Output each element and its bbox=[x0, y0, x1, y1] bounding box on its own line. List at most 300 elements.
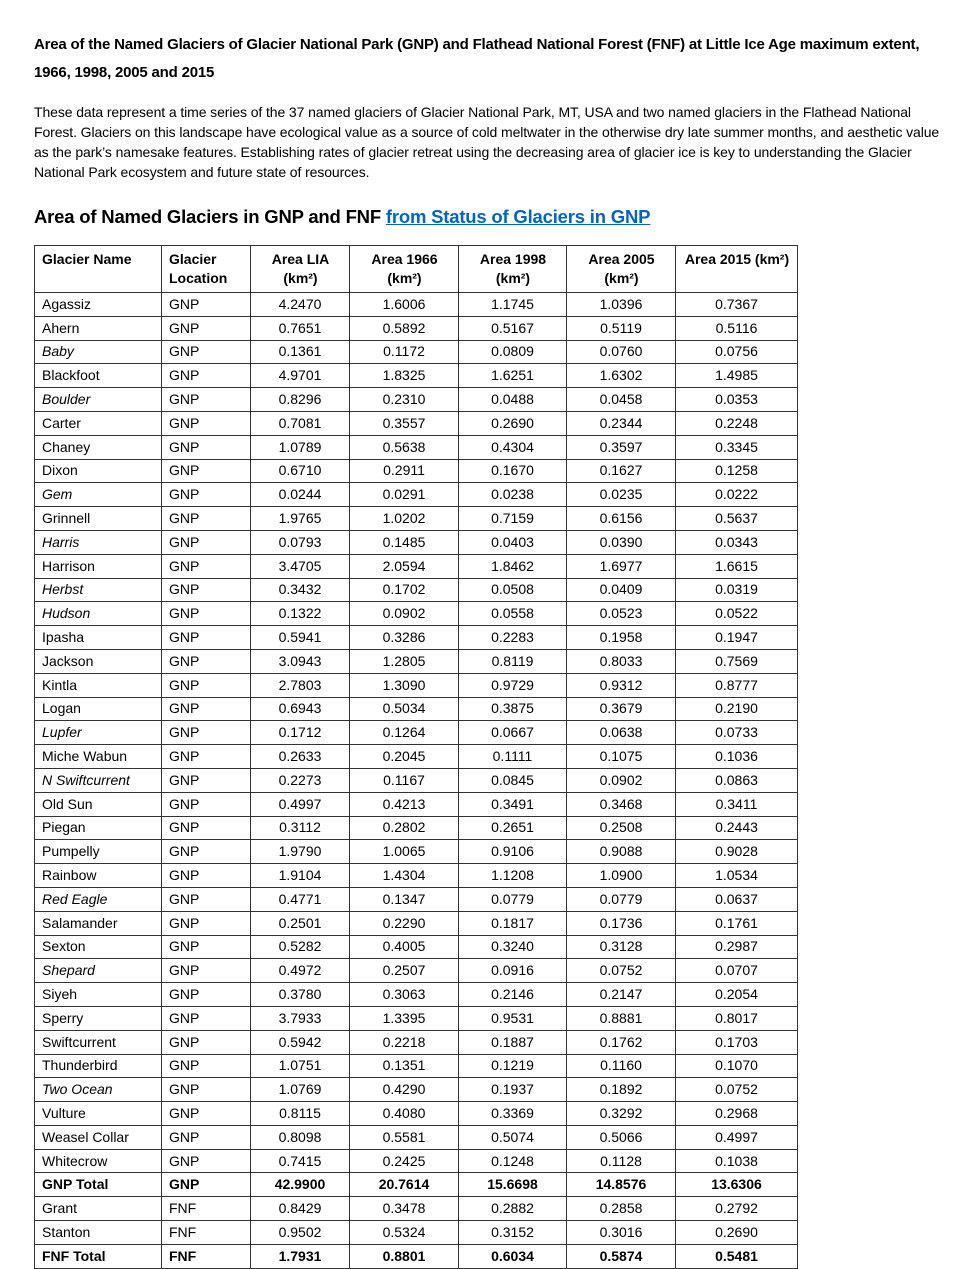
area-lia-cell: 4.9701 bbox=[251, 364, 350, 388]
table-row bbox=[35, 1030, 798, 1054]
glacier-area-table bbox=[34, 245, 798, 1269]
area-1966-cell: 1.3395 bbox=[350, 1006, 459, 1030]
column-header-a1998: Area 1998 (km²) bbox=[459, 246, 567, 293]
area-1966-cell: 0.1485 bbox=[350, 530, 459, 554]
location-cell: GNP bbox=[162, 1078, 251, 1102]
table-row bbox=[35, 578, 798, 602]
location-cell: GNP bbox=[162, 792, 251, 816]
column-header-location: Glacier Location bbox=[162, 246, 251, 293]
glacier-name-cell: FNF Total bbox=[35, 1244, 162, 1268]
area-1998-cell: 0.2283 bbox=[459, 626, 567, 650]
location-cell: GNP bbox=[162, 983, 251, 1007]
table-row bbox=[35, 602, 798, 626]
area-2015-cell: 0.2690 bbox=[676, 1221, 798, 1245]
area-2005-cell: 0.2344 bbox=[567, 411, 676, 435]
area-2015-cell: 0.8777 bbox=[676, 673, 798, 697]
area-1966-cell: 1.6006 bbox=[350, 293, 459, 317]
area-1998-cell: 0.0667 bbox=[459, 721, 567, 745]
glacier-name-cell: Two Ocean bbox=[35, 1078, 162, 1102]
area-2005-cell: 0.1958 bbox=[567, 626, 676, 650]
table-row bbox=[35, 721, 798, 745]
area-2015-cell: 1.6615 bbox=[676, 554, 798, 578]
area-2015-cell: 0.7367 bbox=[676, 293, 798, 317]
area-1998-cell: 0.1817 bbox=[459, 911, 567, 935]
location-cell: GNP bbox=[162, 697, 251, 721]
area-2005-cell: 0.3292 bbox=[567, 1102, 676, 1126]
area-1966-cell: 0.2290 bbox=[350, 911, 459, 935]
area-1966-cell: 1.0202 bbox=[350, 507, 459, 531]
table-body bbox=[35, 293, 798, 1269]
location-cell: GNP bbox=[162, 959, 251, 983]
area-1966-cell: 0.5581 bbox=[350, 1125, 459, 1149]
area-1998-cell: 0.6034 bbox=[459, 1244, 567, 1268]
area-2015-cell: 0.5637 bbox=[676, 507, 798, 531]
table-row bbox=[35, 364, 798, 388]
area-2005-cell: 0.2147 bbox=[567, 983, 676, 1007]
area-1998-cell: 0.5167 bbox=[459, 316, 567, 340]
area-2015-cell: 0.2792 bbox=[676, 1197, 798, 1221]
area-2015-cell: 0.4997 bbox=[676, 1125, 798, 1149]
location-cell: GNP bbox=[162, 816, 251, 840]
area-lia-cell: 0.6710 bbox=[251, 459, 350, 483]
glacier-name-cell: Logan bbox=[35, 697, 162, 721]
area-2005-cell: 0.9088 bbox=[567, 840, 676, 864]
table-row bbox=[35, 1125, 798, 1149]
location-cell: GNP bbox=[162, 911, 251, 935]
area-lia-cell: 1.7931 bbox=[251, 1244, 350, 1268]
area-1966-cell: 0.1347 bbox=[350, 887, 459, 911]
location-cell: GNP bbox=[162, 1149, 251, 1173]
table-row bbox=[35, 792, 798, 816]
location-cell: GNP bbox=[162, 887, 251, 911]
glacier-name-cell: Weasel Collar bbox=[35, 1125, 162, 1149]
area-1966-cell: 0.1172 bbox=[350, 340, 459, 364]
area-1998-cell: 1.1208 bbox=[459, 864, 567, 888]
area-2005-cell: 0.0638 bbox=[567, 721, 676, 745]
glacier-name-cell: Red Eagle bbox=[35, 887, 162, 911]
area-lia-cell: 0.8429 bbox=[251, 1197, 350, 1221]
glacier-name-cell: Rainbow bbox=[35, 864, 162, 888]
glacier-name-cell: Agassiz bbox=[35, 293, 162, 317]
location-cell: GNP bbox=[162, 507, 251, 531]
glacier-name-cell: Blackfoot bbox=[35, 364, 162, 388]
table-row bbox=[35, 507, 798, 531]
area-2005-cell: 0.5119 bbox=[567, 316, 676, 340]
location-cell: GNP bbox=[162, 340, 251, 364]
location-cell: GNP bbox=[162, 554, 251, 578]
section-heading-text: Area of Named Glaciers in GNP and FNF bbox=[34, 206, 381, 227]
area-2005-cell: 0.1128 bbox=[567, 1149, 676, 1173]
area-2005-cell: 14.8576 bbox=[567, 1173, 676, 1197]
area-2005-cell: 0.0235 bbox=[567, 483, 676, 507]
area-2015-cell: 0.1761 bbox=[676, 911, 798, 935]
area-1966-cell: 0.2802 bbox=[350, 816, 459, 840]
area-lia-cell: 0.8115 bbox=[251, 1102, 350, 1126]
area-2015-cell: 0.1038 bbox=[676, 1149, 798, 1173]
table-row bbox=[35, 697, 798, 721]
area-1998-cell: 0.9729 bbox=[459, 673, 567, 697]
area-lia-cell: 0.3432 bbox=[251, 578, 350, 602]
area-2015-cell: 0.9028 bbox=[676, 840, 798, 864]
area-1966-cell: 1.0065 bbox=[350, 840, 459, 864]
area-lia-cell: 2.7803 bbox=[251, 673, 350, 697]
table-row bbox=[35, 388, 798, 412]
column-header-a1966: Area 1966 (km²) bbox=[350, 246, 459, 293]
glacier-name-cell: Miche Wabun bbox=[35, 745, 162, 769]
location-cell: GNP bbox=[162, 745, 251, 769]
area-2015-cell: 0.1070 bbox=[676, 1054, 798, 1078]
area-1966-cell: 0.3286 bbox=[350, 626, 459, 650]
glacier-name-cell: Herbst bbox=[35, 578, 162, 602]
area-1998-cell: 0.7159 bbox=[459, 507, 567, 531]
glacier-name-cell: Ipasha bbox=[35, 626, 162, 650]
area-1966-cell: 0.4080 bbox=[350, 1102, 459, 1126]
area-2015-cell: 0.2968 bbox=[676, 1102, 798, 1126]
table-row bbox=[35, 887, 798, 911]
area-1998-cell: 0.9531 bbox=[459, 1006, 567, 1030]
area-1966-cell: 1.3090 bbox=[350, 673, 459, 697]
area-2015-cell: 0.0863 bbox=[676, 768, 798, 792]
area-1998-cell: 0.4304 bbox=[459, 435, 567, 459]
area-2015-cell: 0.1036 bbox=[676, 745, 798, 769]
area-1998-cell: 0.8119 bbox=[459, 649, 567, 673]
table-row bbox=[35, 816, 798, 840]
table-row bbox=[35, 626, 798, 650]
table-row bbox=[35, 293, 798, 317]
area-1998-cell: 0.0809 bbox=[459, 340, 567, 364]
glacier-name-cell: Gem bbox=[35, 483, 162, 507]
area-2015-cell: 0.0752 bbox=[676, 1078, 798, 1102]
location-cell: GNP bbox=[162, 1125, 251, 1149]
area-2005-cell: 0.3128 bbox=[567, 935, 676, 959]
area-lia-cell: 1.0789 bbox=[251, 435, 350, 459]
glacier-name-cell: Carter bbox=[35, 411, 162, 435]
area-1966-cell: 0.4005 bbox=[350, 935, 459, 959]
area-1966-cell: 1.8325 bbox=[350, 364, 459, 388]
table-row bbox=[35, 911, 798, 935]
area-1998-cell: 0.2690 bbox=[459, 411, 567, 435]
glacier-name-cell: Grant bbox=[35, 1197, 162, 1221]
area-1998-cell: 0.1248 bbox=[459, 1149, 567, 1173]
area-2005-cell: 1.0900 bbox=[567, 864, 676, 888]
area-lia-cell: 42.9900 bbox=[251, 1173, 350, 1197]
section-heading bbox=[34, 206, 945, 228]
area-2015-cell: 1.0534 bbox=[676, 864, 798, 888]
area-1998-cell: 0.1219 bbox=[459, 1054, 567, 1078]
area-2015-cell: 0.2248 bbox=[676, 411, 798, 435]
area-lia-cell: 0.4997 bbox=[251, 792, 350, 816]
glacier-name-cell: Pumpelly bbox=[35, 840, 162, 864]
location-cell: GNP bbox=[162, 388, 251, 412]
area-1998-cell: 0.1111 bbox=[459, 745, 567, 769]
area-1966-cell: 0.1702 bbox=[350, 578, 459, 602]
area-2005-cell: 0.3679 bbox=[567, 697, 676, 721]
area-lia-cell: 0.2633 bbox=[251, 745, 350, 769]
table-row bbox=[35, 1221, 798, 1245]
area-2015-cell: 0.5116 bbox=[676, 316, 798, 340]
area-1966-cell: 0.2310 bbox=[350, 388, 459, 412]
area-lia-cell: 0.4771 bbox=[251, 887, 350, 911]
area-lia-cell: 1.9790 bbox=[251, 840, 350, 864]
area-2005-cell: 0.0779 bbox=[567, 887, 676, 911]
location-cell: GNP bbox=[162, 602, 251, 626]
area-2015-cell: 0.2190 bbox=[676, 697, 798, 721]
table-row bbox=[35, 840, 798, 864]
area-1998-cell: 0.2146 bbox=[459, 983, 567, 1007]
area-1998-cell: 0.2882 bbox=[459, 1197, 567, 1221]
table-row bbox=[35, 340, 798, 364]
glacier-name-cell: Hudson bbox=[35, 602, 162, 626]
area-2015-cell: 0.0756 bbox=[676, 340, 798, 364]
location-cell: GNP bbox=[162, 864, 251, 888]
glacier-name-cell: Harrison bbox=[35, 554, 162, 578]
area-lia-cell: 3.7933 bbox=[251, 1006, 350, 1030]
area-2005-cell: 0.8033 bbox=[567, 649, 676, 673]
area-2005-cell: 1.6977 bbox=[567, 554, 676, 578]
area-1966-cell: 0.2045 bbox=[350, 745, 459, 769]
area-1966-cell: 0.3557 bbox=[350, 411, 459, 435]
glacier-name-cell: N Swiftcurrent bbox=[35, 768, 162, 792]
table-row bbox=[35, 554, 798, 578]
location-cell: GNP bbox=[162, 768, 251, 792]
location-cell: GNP bbox=[162, 459, 251, 483]
area-2015-cell: 0.2054 bbox=[676, 983, 798, 1007]
area-lia-cell: 0.9502 bbox=[251, 1221, 350, 1245]
area-1966-cell: 0.5324 bbox=[350, 1221, 459, 1245]
area-2015-cell: 0.0733 bbox=[676, 721, 798, 745]
area-2015-cell: 0.0522 bbox=[676, 602, 798, 626]
area-1998-cell: 0.3875 bbox=[459, 697, 567, 721]
glacier-name-cell: Ahern bbox=[35, 316, 162, 340]
area-1966-cell: 0.5638 bbox=[350, 435, 459, 459]
area-lia-cell: 0.1712 bbox=[251, 721, 350, 745]
area-1966-cell: 0.0291 bbox=[350, 483, 459, 507]
area-lia-cell: 0.7651 bbox=[251, 316, 350, 340]
area-lia-cell: 0.4972 bbox=[251, 959, 350, 983]
area-lia-cell: 0.1322 bbox=[251, 602, 350, 626]
page-title: Area of the Named Glaciers of Glacier National Park (GNP) and Flathead National Forest (FNF) at Little Ice Age maximum extent, 1966, 1998, 2005 and 2015 bbox=[34, 36, 920, 81]
table-row bbox=[35, 745, 798, 769]
glacier-name-cell: Dixon bbox=[35, 459, 162, 483]
location-cell: GNP bbox=[162, 721, 251, 745]
area-1998-cell: 15.6698 bbox=[459, 1173, 567, 1197]
glacier-name-cell: Vulture bbox=[35, 1102, 162, 1126]
column-header-a2005: Area 2005 (km²) bbox=[567, 246, 676, 293]
location-cell: GNP bbox=[162, 1102, 251, 1126]
table-row bbox=[35, 1102, 798, 1126]
table-row bbox=[35, 1149, 798, 1173]
area-1966-cell: 20.7614 bbox=[350, 1173, 459, 1197]
area-lia-cell: 0.0793 bbox=[251, 530, 350, 554]
area-1998-cell: 0.0238 bbox=[459, 483, 567, 507]
area-2015-cell: 0.8017 bbox=[676, 1006, 798, 1030]
area-lia-cell: 1.9765 bbox=[251, 507, 350, 531]
glacier-name-cell: GNP Total bbox=[35, 1173, 162, 1197]
location-cell: GNP bbox=[162, 840, 251, 864]
status-of-glaciers-link[interactable]: from Status of Glaciers in GNP bbox=[385, 206, 651, 227]
area-1966-cell: 0.1264 bbox=[350, 721, 459, 745]
glacier-name-cell: Stanton bbox=[35, 1221, 162, 1245]
area-1998-cell: 0.0403 bbox=[459, 530, 567, 554]
area-2015-cell: 0.0319 bbox=[676, 578, 798, 602]
location-cell: GNP bbox=[162, 935, 251, 959]
area-2005-cell: 0.0390 bbox=[567, 530, 676, 554]
area-lia-cell: 0.3112 bbox=[251, 816, 350, 840]
area-2015-cell: 0.1947 bbox=[676, 626, 798, 650]
area-1998-cell: 0.0488 bbox=[459, 388, 567, 412]
area-2005-cell: 0.1160 bbox=[567, 1054, 676, 1078]
location-cell: GNP bbox=[162, 1030, 251, 1054]
area-lia-cell: 0.7081 bbox=[251, 411, 350, 435]
area-1998-cell: 0.1670 bbox=[459, 459, 567, 483]
header-row bbox=[35, 246, 798, 293]
table-row bbox=[35, 459, 798, 483]
location-cell: GNP bbox=[162, 1054, 251, 1078]
total-row bbox=[35, 1173, 798, 1197]
area-1966-cell: 0.4290 bbox=[350, 1078, 459, 1102]
area-2015-cell: 0.7569 bbox=[676, 649, 798, 673]
glacier-name-cell: Lupfer bbox=[35, 721, 162, 745]
area-1966-cell: 0.8801 bbox=[350, 1244, 459, 1268]
location-cell: GNP bbox=[162, 1006, 251, 1030]
area-1998-cell: 0.3240 bbox=[459, 935, 567, 959]
area-1966-cell: 0.2911 bbox=[350, 459, 459, 483]
glacier-name-cell: Salamander bbox=[35, 911, 162, 935]
table-row bbox=[35, 435, 798, 459]
column-header-a2015: Area 2015 (km²) bbox=[676, 246, 798, 293]
area-1998-cell: 0.9106 bbox=[459, 840, 567, 864]
area-2005-cell: 1.6302 bbox=[567, 364, 676, 388]
area-lia-cell: 1.9104 bbox=[251, 864, 350, 888]
area-2005-cell: 0.8881 bbox=[567, 1006, 676, 1030]
area-1966-cell: 0.2507 bbox=[350, 959, 459, 983]
area-lia-cell: 0.2501 bbox=[251, 911, 350, 935]
area-2005-cell: 0.0902 bbox=[567, 768, 676, 792]
area-1966-cell: 1.4304 bbox=[350, 864, 459, 888]
table-row bbox=[35, 864, 798, 888]
area-1998-cell: 0.0916 bbox=[459, 959, 567, 983]
total-row bbox=[35, 1244, 798, 1268]
area-2005-cell: 0.6156 bbox=[567, 507, 676, 531]
area-2015-cell: 0.0353 bbox=[676, 388, 798, 412]
glacier-name-cell: Grinnell bbox=[35, 507, 162, 531]
table-header bbox=[35, 246, 798, 293]
area-lia-cell: 0.1361 bbox=[251, 340, 350, 364]
area-2005-cell: 0.1075 bbox=[567, 745, 676, 769]
area-2005-cell: 0.0409 bbox=[567, 578, 676, 602]
area-2005-cell: 0.9312 bbox=[567, 673, 676, 697]
location-cell: GNP bbox=[162, 578, 251, 602]
location-cell: GNP bbox=[162, 1173, 251, 1197]
glacier-name-cell: Shepard bbox=[35, 959, 162, 983]
intro-paragraph: These data represent a time series of the 37 named glaciers of Glacier National Park, MT, USA and two named glaciers in the Flathead National Forest. Glaciers on this landscape have ecological value as a source of cold meltwater in the otherwise dry late summer months, and aesthetic value as the park’s namesake features. Establishing rates of glacier retreat using the decreasing area of glacier ice is key to understanding the Glacier National Park ecosystem and future state of resources. bbox=[34, 104, 940, 180]
area-1998-cell: 0.5074 bbox=[459, 1125, 567, 1149]
area-2005-cell: 0.1892 bbox=[567, 1078, 676, 1102]
location-cell: FNF bbox=[162, 1244, 251, 1268]
area-lia-cell: 0.3780 bbox=[251, 983, 350, 1007]
area-2005-cell: 0.5874 bbox=[567, 1244, 676, 1268]
area-1966-cell: 0.2425 bbox=[350, 1149, 459, 1173]
area-lia-cell: 0.5282 bbox=[251, 935, 350, 959]
location-cell: GNP bbox=[162, 483, 251, 507]
area-1966-cell: 0.5034 bbox=[350, 697, 459, 721]
area-lia-cell: 1.0769 bbox=[251, 1078, 350, 1102]
area-2015-cell: 0.1258 bbox=[676, 459, 798, 483]
glacier-name-cell: Swiftcurrent bbox=[35, 1030, 162, 1054]
area-lia-cell: 0.5941 bbox=[251, 626, 350, 650]
area-2005-cell: 0.0523 bbox=[567, 602, 676, 626]
area-2005-cell: 0.0760 bbox=[567, 340, 676, 364]
table-row bbox=[35, 411, 798, 435]
area-2015-cell: 0.0637 bbox=[676, 887, 798, 911]
area-1966-cell: 0.1351 bbox=[350, 1054, 459, 1078]
location-cell: GNP bbox=[162, 626, 251, 650]
glacier-name-cell: Sperry bbox=[35, 1006, 162, 1030]
area-1998-cell: 0.2651 bbox=[459, 816, 567, 840]
location-cell: GNP bbox=[162, 364, 251, 388]
table-row bbox=[35, 1197, 798, 1221]
glacier-name-cell: Boulder bbox=[35, 388, 162, 412]
area-lia-cell: 3.4705 bbox=[251, 554, 350, 578]
table-row bbox=[35, 316, 798, 340]
area-2015-cell: 0.0707 bbox=[676, 959, 798, 983]
location-cell: GNP bbox=[162, 649, 251, 673]
location-cell: GNP bbox=[162, 435, 251, 459]
area-lia-cell: 1.0751 bbox=[251, 1054, 350, 1078]
area-2005-cell: 0.0458 bbox=[567, 388, 676, 412]
area-1998-cell: 0.0845 bbox=[459, 768, 567, 792]
glacier-name-cell: Siyeh bbox=[35, 983, 162, 1007]
area-lia-cell: 0.5942 bbox=[251, 1030, 350, 1054]
area-1966-cell: 0.3063 bbox=[350, 983, 459, 1007]
area-2015-cell: 0.3345 bbox=[676, 435, 798, 459]
glacier-name-cell: Thunderbird bbox=[35, 1054, 162, 1078]
area-2005-cell: 0.5066 bbox=[567, 1125, 676, 1149]
table-row bbox=[35, 483, 798, 507]
area-lia-cell: 0.6943 bbox=[251, 697, 350, 721]
table-row bbox=[35, 1006, 798, 1030]
area-lia-cell: 0.8098 bbox=[251, 1125, 350, 1149]
table-row bbox=[35, 983, 798, 1007]
table-row bbox=[35, 649, 798, 673]
area-1998-cell: 0.1887 bbox=[459, 1030, 567, 1054]
column-header-name: Glacier Name bbox=[35, 246, 162, 293]
area-1998-cell: 1.8462 bbox=[459, 554, 567, 578]
area-2015-cell: 0.2987 bbox=[676, 935, 798, 959]
area-1966-cell: 2.0594 bbox=[350, 554, 459, 578]
area-2015-cell: 0.5481 bbox=[676, 1244, 798, 1268]
glacier-name-cell: Kintla bbox=[35, 673, 162, 697]
area-lia-cell: 4.2470 bbox=[251, 293, 350, 317]
location-cell: GNP bbox=[162, 530, 251, 554]
area-1998-cell: 0.1937 bbox=[459, 1078, 567, 1102]
area-2005-cell: 0.2508 bbox=[567, 816, 676, 840]
table-row bbox=[35, 673, 798, 697]
area-2015-cell: 0.1703 bbox=[676, 1030, 798, 1054]
area-1998-cell: 0.0558 bbox=[459, 602, 567, 626]
area-2015-cell: 0.3411 bbox=[676, 792, 798, 816]
table-row bbox=[35, 768, 798, 792]
area-1998-cell: 0.0508 bbox=[459, 578, 567, 602]
table-row bbox=[35, 1054, 798, 1078]
area-2005-cell: 0.1627 bbox=[567, 459, 676, 483]
table-row bbox=[35, 1078, 798, 1102]
area-1998-cell: 1.1745 bbox=[459, 293, 567, 317]
area-lia-cell: 3.0943 bbox=[251, 649, 350, 673]
area-2005-cell: 0.3468 bbox=[567, 792, 676, 816]
glacier-name-cell: Old Sun bbox=[35, 792, 162, 816]
table-row bbox=[35, 959, 798, 983]
